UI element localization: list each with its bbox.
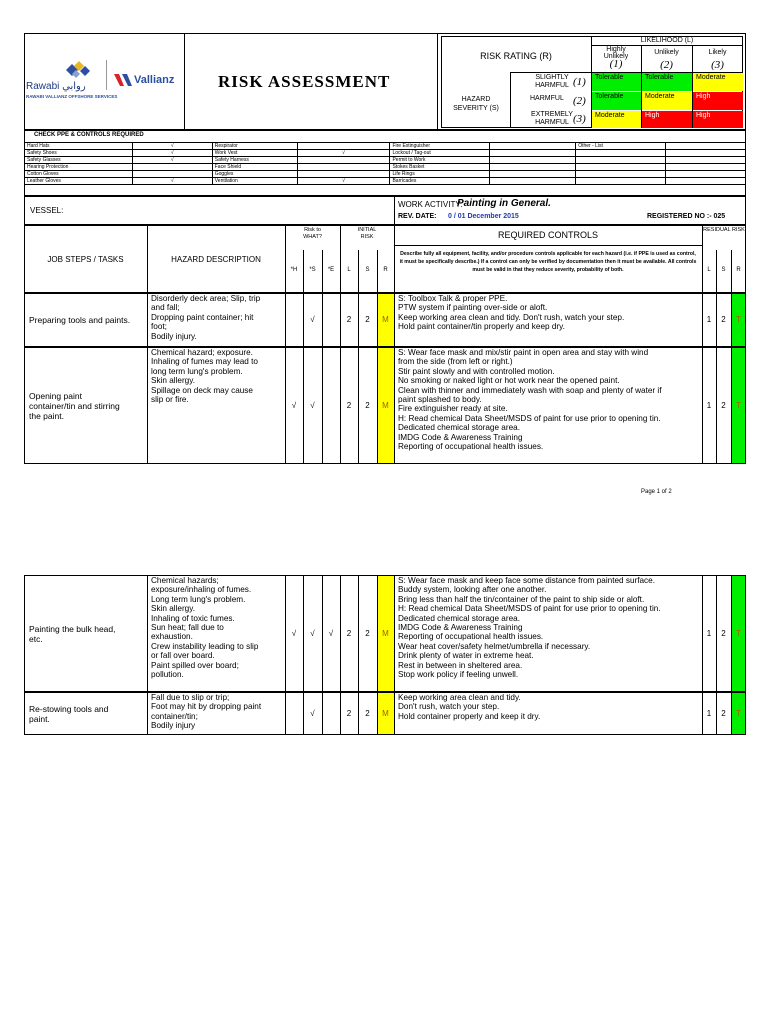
controls-text: S: Toolbox Talk & proper PPE. PTW system if painting over-side or aloft. Keep working area clean and tidy. Don't rush, watch your step. Hold paint container/tin properly and keep dry. bbox=[398, 294, 625, 332]
risk-rating-label: RISK RATING (R) bbox=[480, 51, 552, 61]
risk-to-s: √ bbox=[310, 708, 315, 718]
residual-s: 2 bbox=[721, 628, 726, 638]
e-header: *E bbox=[327, 267, 335, 273]
ppe-item-label bbox=[576, 164, 666, 171]
residual-l: 1 bbox=[706, 400, 712, 410]
row-col-line bbox=[394, 692, 395, 735]
job-steps-header: JOB STEPS / TASKS bbox=[47, 255, 124, 264]
ppe-item-label: Leather Gloves bbox=[25, 178, 133, 185]
residual-r: T bbox=[736, 315, 741, 324]
severity-row-3 bbox=[510, 110, 591, 128]
ppe-check-cell bbox=[297, 143, 390, 150]
ppe-check-cell bbox=[490, 178, 576, 185]
ppe-item-label: Lockout / Tag-out bbox=[390, 150, 490, 157]
residual-l: 1 bbox=[706, 708, 712, 718]
r-header: R bbox=[383, 267, 388, 273]
severity-label: SLIGHTLY HARMFUL bbox=[535, 74, 569, 89]
ppe-check-cell bbox=[132, 164, 212, 171]
initial-r: M bbox=[382, 628, 389, 638]
residual-s: 2 bbox=[721, 400, 726, 410]
hazard-text: Fall due to slip or trip; Foot may hit by dropping paint container/tin; Bodily injury bbox=[151, 693, 262, 731]
likelihood-col-num: (3) bbox=[711, 59, 724, 71]
residual-s: 2 bbox=[721, 315, 726, 324]
controls-text: S: Wear face mask and keep face some distance from painted surface. Buddy system, looking after one another. Bring less than half the tin/container of the paint to ship side or aloft. H: Read chemical Data Sheet/MSDS of paint for use prior to opening tin. Dedicated chemical storage area. IMDG Code & Awareness Training Reporting of occupational health issues. Wear heat cover/safety helmet/umbrella if necessary. Drink plenty of water in extreme heat. Rest in between in sheltered area. Stop work policy if feeling unwell. bbox=[398, 576, 661, 680]
ppe-item-label bbox=[576, 157, 666, 164]
matrix-cell-tolerable: Tolerable bbox=[592, 92, 641, 110]
row-col-line bbox=[394, 575, 395, 692]
matrix-cell-moderate: Moderate bbox=[693, 73, 743, 91]
initial-s: 2 bbox=[365, 315, 370, 324]
initial-s: 2 bbox=[365, 400, 370, 410]
residual-r: T bbox=[736, 628, 741, 638]
ppe-item-label: Life Rings bbox=[390, 171, 490, 178]
company-logo bbox=[26, 58, 182, 102]
ppe-item-label: Safety Glasses bbox=[25, 157, 133, 164]
ppe-item-label: Safety Harness bbox=[212, 157, 297, 164]
ppe-row bbox=[25, 178, 746, 185]
initial-risk-header: INITIAL RISK bbox=[357, 227, 377, 240]
ppe-check-cell: √ bbox=[297, 178, 390, 185]
rawabi-diamond-icon bbox=[58, 58, 98, 80]
row-col-line bbox=[285, 692, 286, 735]
initial-l: 2 bbox=[346, 708, 352, 718]
likelihood-col-label: Unlikely bbox=[654, 49, 679, 56]
ppe-item-label bbox=[576, 150, 666, 157]
col-line bbox=[702, 225, 703, 293]
ppe-item-label: Work Vest bbox=[212, 150, 297, 157]
s-header: *S bbox=[309, 267, 316, 273]
row-col-line bbox=[322, 347, 323, 464]
ppe-item-label: Cotton Gloves bbox=[25, 171, 133, 178]
ppe-row bbox=[25, 157, 746, 164]
severity-num: (1) bbox=[573, 76, 586, 88]
residual-r: T bbox=[736, 400, 741, 410]
ppe-row bbox=[25, 164, 746, 171]
risk-to-h: √ bbox=[291, 628, 297, 638]
work-activity-value: Painting in General. bbox=[457, 198, 551, 209]
risk-to-s: √ bbox=[310, 400, 315, 410]
matrix-cell-high: High bbox=[642, 111, 692, 128]
row-col-line bbox=[394, 293, 395, 347]
vallianz-mark-icon bbox=[114, 74, 136, 88]
initial-s: 2 bbox=[365, 628, 370, 638]
ppe-check-cell bbox=[297, 157, 390, 164]
matrix-cell-moderate: Moderate bbox=[642, 92, 692, 110]
likelihood-col-label: Highly Unlikely bbox=[603, 46, 629, 60]
ppe-item-label: Face Shield bbox=[212, 164, 297, 171]
ppe-check-cell bbox=[490, 150, 576, 157]
likelihood-col-label: Likely bbox=[708, 49, 727, 56]
l-header: L bbox=[347, 267, 351, 273]
ppe-check-cell: √ bbox=[132, 157, 212, 164]
rs-header: S bbox=[721, 267, 726, 273]
rev-date-value: 0 / 01 December 2015 bbox=[448, 213, 519, 220]
controls-text: Keep working area clean and tidy. Don't rush, watch your step. Hold container properly and keep it dry. bbox=[398, 693, 541, 721]
page-title: RISK ASSESSMENT bbox=[218, 72, 391, 91]
hazard-text: Disorderly deck area; Slip, trip and fall; Dropping paint container; hit foot; Bodily injury. bbox=[151, 294, 261, 341]
ppe-check-cell bbox=[666, 157, 746, 164]
ppe-check-cell bbox=[490, 171, 576, 178]
ppe-item-label: Hearing Protection bbox=[25, 164, 133, 171]
initial-r: M bbox=[382, 400, 389, 410]
h-header: *H bbox=[290, 267, 298, 273]
rev-date-label: REV. DATE: bbox=[398, 213, 437, 220]
ppe-check-cell bbox=[297, 171, 390, 178]
severity-num: (3) bbox=[573, 113, 586, 125]
task-text: Painting the bulk head, etc. bbox=[29, 623, 116, 644]
initial-s: 2 bbox=[365, 708, 370, 718]
risk-to-s: √ bbox=[310, 628, 315, 638]
ppe-item-label: Other - List bbox=[576, 143, 666, 150]
severity-row-2 bbox=[510, 91, 591, 110]
severity-label: HARMFUL bbox=[530, 95, 564, 102]
residual-l: 1 bbox=[706, 628, 712, 638]
row-col-line bbox=[147, 347, 148, 464]
likelihood-col-3 bbox=[692, 46, 743, 70]
initial-r: M bbox=[382, 315, 389, 324]
page-number: Page 1 of 2 bbox=[641, 489, 672, 495]
work-activity-label: WORK ACTIVITY: bbox=[398, 200, 463, 209]
ppe-check-cell bbox=[666, 178, 746, 185]
ppe-table bbox=[24, 142, 746, 185]
risk-to-h: √ bbox=[291, 400, 297, 410]
ppe-row bbox=[25, 143, 746, 150]
severity-num: (2) bbox=[573, 95, 586, 107]
ppe-check-cell bbox=[666, 143, 746, 150]
vallianz-logo-text: Vallianz bbox=[134, 74, 175, 86]
company-name: RAWABI VALLIANZ OFFSHORE SERVICES bbox=[26, 94, 118, 99]
col-line bbox=[394, 245, 702, 246]
matrix-cell-tolerable: Tolerable bbox=[642, 73, 692, 91]
ppe-check-cell bbox=[132, 171, 212, 178]
controls-note: Describe fully all equipment, facility, and/or procedure controls applicable for each hazard (i.e. if PPE is used as control, it must be specifically describe.) If a control can only be verified by documentation then it must be available. All controls must be valid in that they reduce severity, probability of both. bbox=[399, 251, 697, 273]
row-col-line bbox=[322, 293, 323, 347]
ppe-item-label: Permit to Work bbox=[390, 157, 490, 164]
ppe-check-cell: √ bbox=[297, 150, 390, 157]
ppe-item-label: Safety Shoes bbox=[25, 150, 133, 157]
initial-l: 2 bbox=[346, 315, 352, 324]
likelihood-col-num: (1) bbox=[609, 58, 623, 70]
ppe-check-cell bbox=[666, 150, 746, 157]
matrix-cell-moderate: Moderate bbox=[592, 111, 641, 128]
ppe-check-cell: √ bbox=[132, 143, 212, 150]
required-controls-header: REQUIRED CONTROLS bbox=[497, 230, 598, 240]
ppe-check-cell bbox=[666, 164, 746, 171]
info-frame bbox=[24, 196, 746, 225]
ppe-row bbox=[25, 150, 746, 157]
hazard-text: Chemical hazard; exposure. Inhaling of fumes may lead to long term lung's problem. Skin allergy. Spillage on deck may cause slip or fire. bbox=[151, 348, 258, 405]
initial-l: 2 bbox=[346, 628, 352, 638]
task-text: Preparing tools and paints. bbox=[29, 315, 131, 325]
row-col-line bbox=[394, 347, 395, 464]
ppe-check-cell bbox=[666, 171, 746, 178]
ppe-check-cell: √ bbox=[132, 150, 212, 157]
info-divider bbox=[394, 196, 395, 225]
likelihood-col-2 bbox=[641, 46, 692, 70]
sv-header: S bbox=[365, 267, 370, 273]
matrix-cell-high: High bbox=[693, 111, 743, 128]
row-col-line bbox=[285, 293, 286, 347]
logo-divider bbox=[106, 60, 107, 90]
risk-to-e: √ bbox=[328, 628, 334, 638]
ppe-row bbox=[25, 171, 746, 178]
vessel-label: VESSEL: bbox=[30, 206, 64, 215]
severity-label: EXTREMELY HARMFUL bbox=[531, 111, 573, 126]
matrix-cell-high: High bbox=[693, 92, 743, 110]
ppe-check-cell bbox=[490, 143, 576, 150]
ppe-check-cell bbox=[490, 157, 576, 164]
ppe-item-label: Barricades bbox=[390, 178, 490, 185]
controls-text: S: Wear face mask and mix/stir paint in open area and stay with wind from the side (from left or right.) Stir paint slowly and with controlled motion. No smoking or naked light or hot work near the opened paint. Clean with thinner and immediately wash with soap and plenty of water if paint splashed to body. Fire extinguisher ready at site. H: Read chemical Data Sheet/MSDS of paint for use prior to opening tin. Dedicated chemical storage area. IMDG Code & Awareness Training Reporting of occupational health issues. bbox=[398, 348, 662, 452]
header-divider bbox=[184, 33, 185, 130]
likelihood-col-1 bbox=[591, 46, 641, 69]
rl-header: L bbox=[707, 267, 711, 273]
ppe-item-label: Goggles bbox=[212, 171, 297, 178]
hazard-description-header: HAZARD DESCRIPTION bbox=[171, 255, 261, 264]
header-divider bbox=[437, 33, 438, 130]
residual-l: 1 bbox=[706, 315, 712, 324]
task-text: Re-stowing tools and paint. bbox=[29, 703, 109, 724]
residual-risk-header: RESIDUAL RISK bbox=[703, 227, 745, 233]
ppe-check-cell: √ bbox=[132, 178, 212, 185]
ppe-item-label: Ventilation bbox=[212, 178, 297, 185]
row-col-line bbox=[322, 692, 323, 735]
matrix-cell-tolerable: Tolerable bbox=[592, 73, 641, 91]
ppe-item-label: Hard Hats bbox=[25, 143, 133, 150]
row-col-line bbox=[147, 293, 148, 347]
ppe-item-label: Fire Extinguisher bbox=[390, 143, 490, 150]
risk-to-header: Risk to WHAT? bbox=[303, 227, 322, 240]
rawabi-logo-text: Rawabi روابي bbox=[26, 81, 86, 92]
row-col-line bbox=[147, 692, 148, 735]
hazard-text: Chemical hazards; exposure/inhaling of fumes. Long term lung's problem. Skin allergy. Inhaling of toxic fumes. Sun heat; fall due to exhaustion. Crew instability leading to slip or fall over board. Paint spilled over board; pollution. bbox=[151, 576, 259, 680]
likelihood-col-num: (2) bbox=[660, 59, 673, 71]
ppe-title: CHECK PPE & CONTROLS REQUIRED bbox=[34, 132, 144, 138]
ppe-check-cell bbox=[490, 164, 576, 171]
risk-to-s: √ bbox=[310, 315, 315, 324]
ppe-item-label bbox=[576, 178, 666, 185]
severity-row-1 bbox=[510, 72, 591, 91]
hazard-severity-label: HAZARD SEVERITY (S) bbox=[453, 96, 499, 112]
residual-s: 2 bbox=[721, 708, 726, 718]
initial-l: 2 bbox=[346, 400, 352, 410]
ppe-item-label bbox=[576, 171, 666, 178]
ppe-item-label: Stokes Basket bbox=[390, 164, 490, 171]
ppe-item-label: Respirator bbox=[212, 143, 297, 150]
ppe-check-cell bbox=[297, 164, 390, 171]
residual-r: T bbox=[736, 708, 741, 718]
rr-header: R bbox=[736, 267, 741, 273]
initial-r: M bbox=[382, 708, 389, 718]
row-col-line bbox=[147, 575, 148, 692]
likelihood-label: LIKELIHOOD (L) bbox=[640, 37, 694, 44]
registered-no: REGISTERED NO :- 025 bbox=[647, 213, 726, 220]
task-text: Opening paint container/tin and stirring the paint. bbox=[29, 390, 120, 421]
